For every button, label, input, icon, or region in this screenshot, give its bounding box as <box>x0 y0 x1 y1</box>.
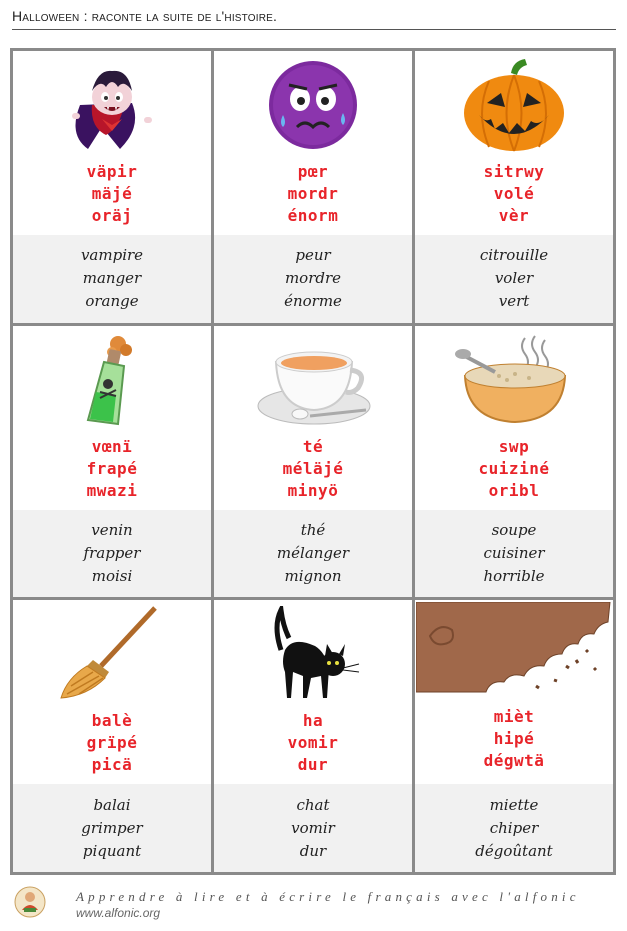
alfonic-word: grïpé <box>86 733 138 753</box>
french-words-panel <box>13 510 211 598</box>
french-word: vert <box>498 292 530 311</box>
french-word: citrouille <box>479 246 549 265</box>
vampire-icon <box>52 55 172 155</box>
alfonic-word: minyö <box>287 480 339 500</box>
alfonic-word: mwazi <box>86 480 138 500</box>
french-word: mignon <box>284 566 342 585</box>
word-card <box>415 600 613 872</box>
alfonic-word: ha <box>302 711 324 731</box>
alfonic-word: dur <box>297 755 329 775</box>
french-words-panel <box>13 235 211 323</box>
broom-icon <box>52 604 172 704</box>
word-card-grid <box>10 48 616 875</box>
french-words-panel <box>214 510 412 598</box>
alfonic-word: mordr <box>287 184 339 203</box>
alfonic-word: vomir <box>287 733 339 753</box>
alfonic-word: volé <box>493 184 535 203</box>
footer-url[interactable]: www.alfonic.org <box>76 906 161 920</box>
french-word: manger <box>82 269 142 288</box>
footer-tagline: Apprendre à lire et à écrire le français avec l'alfonic <box>76 889 580 904</box>
soup-bowl-icon <box>454 330 574 430</box>
poison-bottle-icon <box>52 330 172 430</box>
french-word: horrible <box>483 566 545 585</box>
alfonic-word: sitrwy <box>483 162 545 181</box>
french-words-panel <box>415 510 613 598</box>
alfonic-word: frapé <box>86 458 138 478</box>
alfonic-word: mäjé <box>91 184 133 203</box>
black-cat-icon <box>253 604 373 704</box>
word-card <box>13 51 211 323</box>
french-word: vampire <box>80 246 144 265</box>
french-words-panel <box>415 784 613 872</box>
tea-cup-icon <box>253 330 373 430</box>
french-word: frapper <box>83 543 141 562</box>
french-word: chat <box>296 795 330 814</box>
alfonic-word: méläjé <box>282 458 344 478</box>
french-word: piquant <box>82 841 142 860</box>
french-word: venin <box>91 520 133 539</box>
french-word: grimper <box>81 818 143 837</box>
alfonic-word: oribl <box>488 480 540 500</box>
french-words-panel <box>415 235 613 323</box>
french-word: cuisiner <box>483 543 545 562</box>
scared-face-icon <box>253 55 373 155</box>
french-word: vomir <box>291 818 335 837</box>
alfonic-word: té <box>302 436 324 456</box>
french-words-panel <box>214 784 412 872</box>
alfonic-logo-icon <box>14 886 46 918</box>
alfonic-word: balè <box>91 711 133 731</box>
french-word: énorme <box>284 292 342 311</box>
french-word: mélanger <box>276 543 350 562</box>
french-word: miette <box>489 795 539 814</box>
alfonic-word: picä <box>91 755 133 775</box>
french-word: dur <box>299 841 327 860</box>
french-words-panel <box>214 235 412 323</box>
french-word: dégoûtant <box>475 841 553 860</box>
alfonic-word: oräj <box>91 206 133 225</box>
french-word: peur <box>295 246 331 265</box>
alfonic-word: väpir <box>86 162 138 181</box>
word-card <box>214 600 412 872</box>
page-title: Halloween : raconte la suite de l'histoire. <box>12 8 616 30</box>
alfonic-word: vœnï <box>91 436 133 456</box>
alfonic-word: cuiziné <box>478 458 550 478</box>
word-card <box>415 51 613 323</box>
cookie-icon <box>416 600 612 700</box>
word-card <box>13 326 211 598</box>
alfonic-word: swp <box>498 436 530 456</box>
french-word: voler <box>494 269 534 288</box>
french-word: moisi <box>91 566 133 585</box>
french-word: balai <box>93 795 131 814</box>
alfonic-word: vèr <box>498 206 530 225</box>
alfonic-word: hipé <box>493 729 535 749</box>
french-word: soupe <box>491 520 537 539</box>
alfonic-word: énorm <box>287 206 339 225</box>
alfonic-word: dégwtä <box>483 751 545 771</box>
word-card <box>214 326 412 598</box>
word-card <box>415 326 613 598</box>
word-card <box>13 600 211 872</box>
french-word: orange <box>85 292 139 311</box>
french-word: chiper <box>489 818 539 837</box>
french-words-panel <box>13 784 211 872</box>
alfonic-word: pœr <box>297 162 329 181</box>
alfonic-word: mièt <box>493 707 535 727</box>
french-word: mordre <box>284 269 342 288</box>
french-word: thé <box>300 520 326 539</box>
pumpkin-icon <box>454 55 574 155</box>
word-card <box>214 51 412 323</box>
